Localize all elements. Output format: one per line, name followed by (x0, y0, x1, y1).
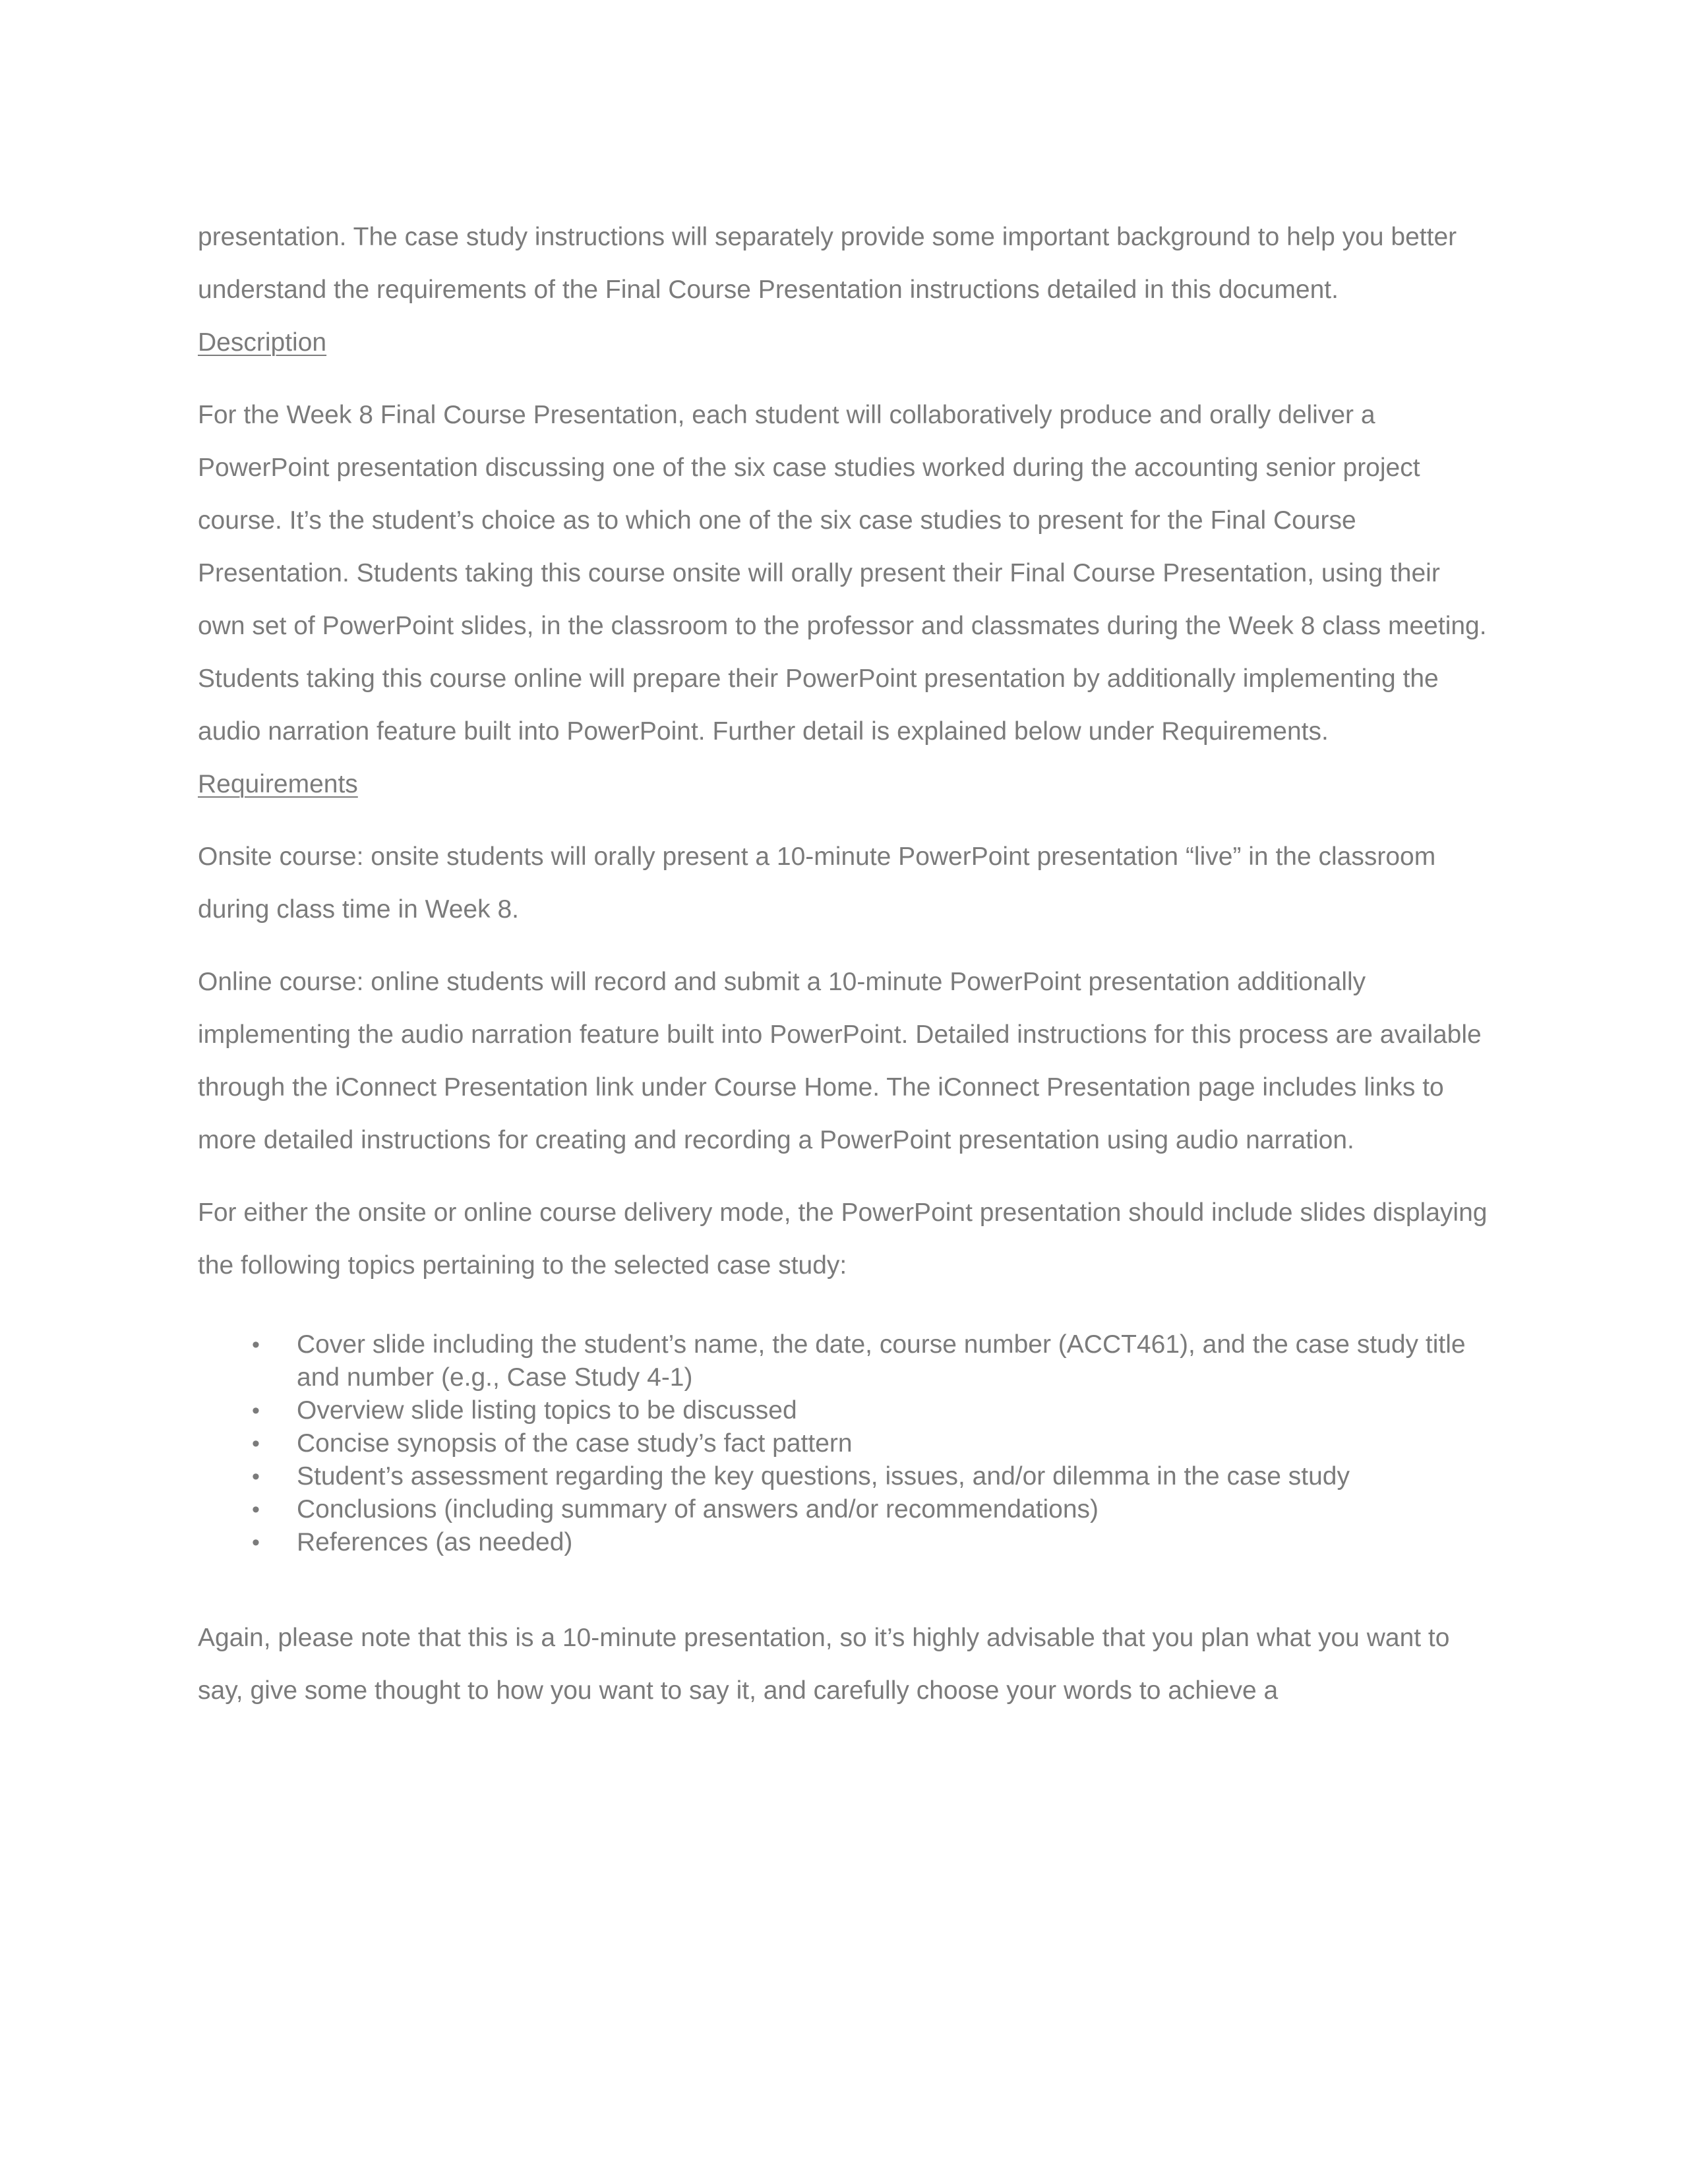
online-paragraph: Online course: online students will record and submit a 10-minute PowerPoint presentation additionally implementing the audio narration feature built into PowerPoint. Detailed instructions for this process are available through the iConnect Presentation link under Course Home. The iConnect Presentation page includes links to more detailed instructions for creating and recording a PowerPoint presentation using audio narration. (198, 968, 1482, 1154)
requirements-heading: Requirements (198, 770, 358, 798)
intro-paragraph: presentation. The case study instructions will separately provide some important background to help you better understand the requirements of the Final Course Presentation instructions detailed in this document. (198, 223, 1457, 304)
list-item (198, 1526, 1490, 1559)
list-item-text: Cover slide including the student’s name, the date, course number (ACCT461), and the case study title and number (e.g., Case Study 4-1) (297, 1330, 1466, 1392)
list-item (198, 1493, 1490, 1526)
description-paragraph: For the Week 8 Final Course Presentation, each student will collaboratively produce and orally deliver a PowerPoint presentation discussing one of the six case studies worked during the accounting senior project course. It’s the student’s choice as to which one of the six case studies to present for the Final Course Presentation. Students taking this course onsite will orally present their Final Course Presentation, using their own set of PowerPoint slides, in the classroom to the professor and classmates during the Week 8 class meeting. Students taking this course online will prepare their PowerPoint presentation by additionally implementing the audio narration feature built into PowerPoint. Further detail is explained below under Requirements. (198, 401, 1487, 746)
description-heading: Description (198, 328, 327, 357)
bullet-icon: • (252, 1497, 260, 1522)
list-item (198, 1394, 1490, 1427)
bullet-icon: • (252, 1530, 260, 1555)
list-item-text: Conclusions (including summary of answers and/or recommendations) (297, 1495, 1099, 1523)
list-item (198, 1460, 1490, 1493)
closing-paragraph: Again, please note that this is a 10-minute presentation, so it’s highly advisable that you plan what you want to say, give some thought to how you want to say it, and carefully choose your words to achieve a (198, 1624, 1450, 1705)
topics-intro-paragraph: For either the onsite or online course delivery mode, the PowerPoint presentation should include slides displaying the following topics pertaining to the selected case study: (198, 1198, 1488, 1280)
list-item-text: Concise synopsis of the case study’s fact pattern (297, 1429, 853, 1458)
document-page (198, 211, 1490, 1717)
list-item (198, 1427, 1490, 1460)
bullet-icon: • (252, 1332, 260, 1357)
list-item-text: Student’s assessment regarding the key questions, issues, and/or dilemma in the case study (297, 1462, 1350, 1490)
topics-list (198, 1328, 1490, 1559)
onsite-paragraph: Onsite course: onsite students will orally present a 10-minute PowerPoint presentation “live” in the classroom during class time in Week 8. (198, 842, 1436, 924)
bullet-icon: • (252, 1431, 260, 1456)
bullet-icon: • (252, 1464, 260, 1489)
list-item-text: References (as needed) (297, 1528, 573, 1556)
list-item-text: Overview slide listing topics to be discussed (297, 1396, 797, 1425)
bullet-icon: • (252, 1398, 260, 1423)
list-item (198, 1328, 1490, 1394)
